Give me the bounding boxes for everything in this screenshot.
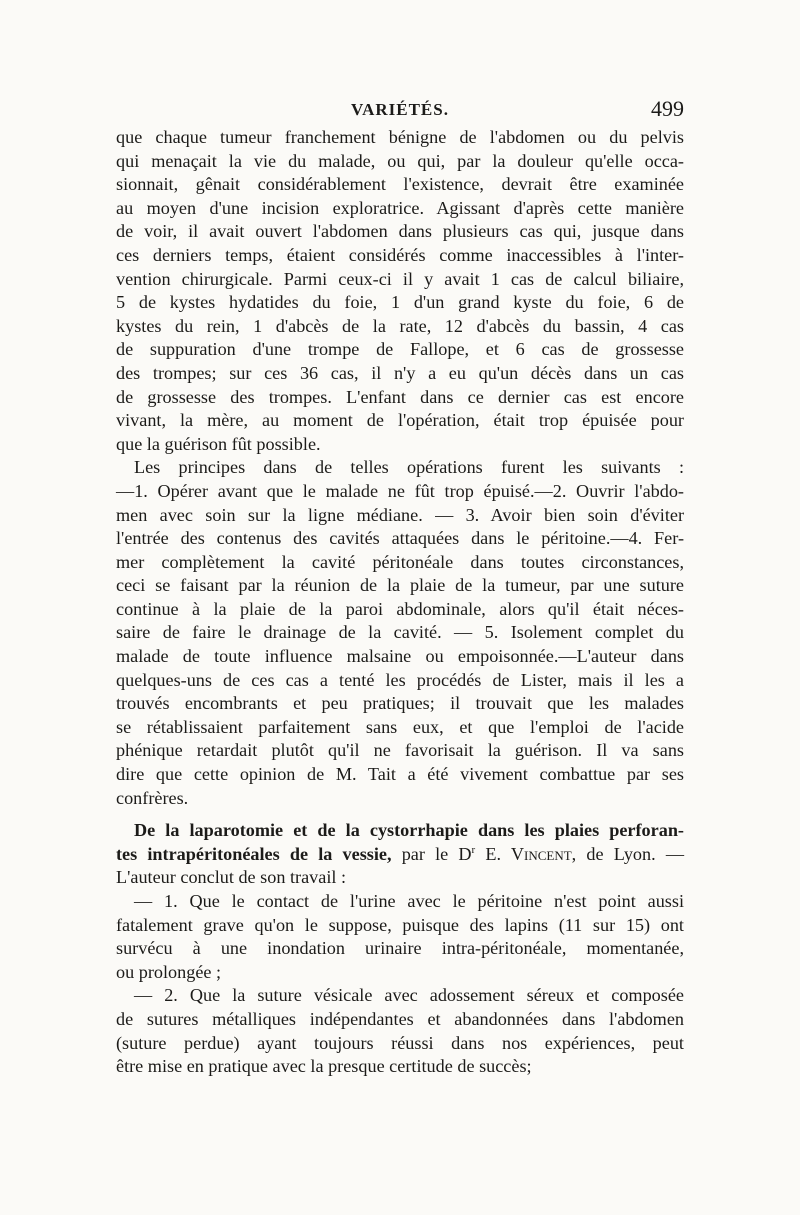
text-line: de grossesse des trompes. L'enfant dans ce dernier cas est encore	[116, 386, 684, 407]
text-line: — 2. Que la suture vésicale avec adossement séreux et composée	[134, 985, 684, 1006]
author-title-sup: r	[471, 843, 476, 856]
text-line: (suture perdue) ayant toujours réussi dans nos expériences, peut	[116, 1032, 684, 1053]
text-line: ou prolongée ;	[116, 961, 222, 982]
conclusion-1	[116, 890, 684, 984]
text-line: au moyen d'une incision exploratrice. Agissant d'après cette manière	[116, 197, 684, 218]
text-line: 5 de kystes hydatides du foie, 1 d'un grand kyste du foie, 6 de	[116, 292, 684, 313]
text-line: saire de faire le drainage de la cavité. — 5. Isolement complet du	[116, 622, 684, 643]
text-line: fatalement grave qu'on le suppose, puisque des lapins (11 sur 15) ont	[116, 914, 684, 935]
text-line: —1. Opérer avant que le malade ne fût trop épuisé.—2. Ouvrir l'abdo-	[116, 480, 684, 501]
article-title-bold: tes intrapéritonéales de la vessie,	[116, 843, 392, 864]
text-line: mer complètement la cavité péritonéale dans toutes circonstances,	[116, 551, 684, 572]
text-line: quelques-uns de ces cas a tenté les procédés de Lister, mais il les a	[116, 669, 684, 690]
text-line: continue à la plaie de la paroi abdominale, alors qu'il était néces-	[116, 598, 684, 619]
running-title: VARIÉTÉS.	[351, 100, 449, 119]
text-line: des trompes; sur ces 36 cas, il n'y a eu qu'un décès dans un cas	[116, 362, 684, 383]
page-number: 499	[651, 96, 684, 121]
author-city: , de Lyon. —	[571, 843, 685, 864]
text-line: de voir, il avait ouvert l'abdomen dans plusieurs cas qui, jusque dans	[116, 221, 684, 242]
text-line: confrères.	[116, 787, 189, 808]
paragraph-principles	[116, 456, 684, 810]
text-line: que chaque tumeur franchement bénigne de l'abdomen ou du pelvis	[116, 127, 684, 147]
text-line: être mise en pratique avec la presque certitude de succès;	[116, 1056, 532, 1077]
author-name: E. Vincent	[475, 843, 572, 864]
text-line: vention chirurgicale. Parmi ceux-ci il y avait 1 cas de calcul biliaire,	[116, 268, 684, 289]
text-line: — 1. Que le contact de l'urine avec le péritoine n'est point aussi	[134, 891, 684, 911]
section-gap	[116, 810, 684, 819]
article-title-line: De la laparotomie et de la cystorrhapie dans les plaies perforan-	[134, 820, 684, 841]
article-heading-paragraph	[116, 819, 684, 890]
conclusion-2	[116, 984, 684, 1078]
text-line: ces derniers temps, étaient considérés comme inaccessibles à l'inter-	[116, 244, 684, 265]
text-line: men avec soin sur la ligne médiane. — 3. Avoir bien soin d'éviter	[116, 504, 684, 525]
text-line: se rétablissaient parfaitement sans eux, et que l'emploi de l'acide	[116, 716, 684, 737]
text-line: survécu à une inondation urinaire intra-péritonéale, momentanée,	[116, 938, 684, 959]
text-line: sionnait, gênait considérablement l'existence, devrait être examinée	[116, 174, 684, 195]
text-line: de sutures métalliques indépendantes et abandonnées dans l'abdomen	[116, 1008, 684, 1029]
running-head	[116, 96, 684, 124]
text-line: vivant, la mère, au moment de l'opération, était trop épuisée pour	[116, 410, 684, 431]
text-line: dire que cette opinion de M. Tait a été vivement combattue par ses	[116, 764, 684, 785]
text-line: malade de toute influence malsaine ou empoisonnée.—L'auteur dans	[116, 646, 684, 667]
article-title-line	[116, 843, 684, 867]
text-line: qui menaçait la vie du malade, ou qui, par la douleur qu'elle occa-	[116, 150, 684, 171]
text-line: phénique retardait plutôt qu'il ne favorisait la guérison. Il va sans	[116, 740, 684, 761]
author-prefix: par le D	[391, 843, 472, 864]
text-line: de suppuration d'une trompe de Fallope, et 6 cas de grossesse	[116, 339, 684, 360]
text-line: trouvés encombrants et peu pratiques; il trouvait que les malades	[116, 693, 684, 714]
text-line: l'entrée des contenus des cavités attaquées dans le péritoine.—4. Fer-	[116, 528, 684, 549]
text-line: ceci se faisant par la réunion de la plaie de la tumeur, par une suture	[116, 575, 684, 596]
text-line: L'auteur conclut de son travail :	[116, 867, 347, 888]
text-line: Les principes dans de telles opérations furent les suivants :	[134, 457, 684, 478]
text-line: que la guérison fût possible.	[116, 433, 321, 454]
page-body	[116, 126, 684, 1079]
paragraph-continuation	[116, 126, 684, 456]
text-line: kystes du rein, 1 d'abcès de la rate, 12 d'abcès du bassin, 4 cas	[116, 315, 684, 336]
